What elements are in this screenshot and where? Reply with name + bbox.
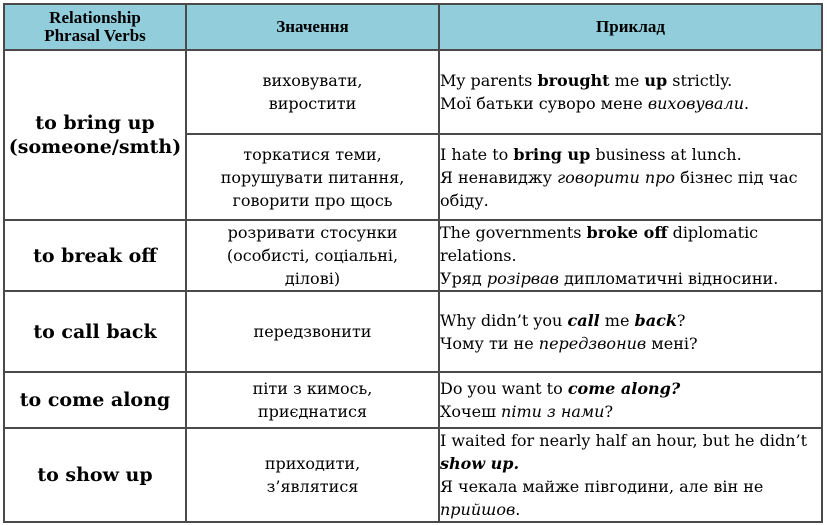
meaning-cell xyxy=(187,51,438,133)
example-english-cont: show up. xyxy=(440,454,520,473)
verb-come-along: to come along xyxy=(5,373,185,427)
example-cell xyxy=(440,51,821,133)
table-row xyxy=(5,292,821,371)
header-col1-line2: Phrasal Verbs xyxy=(44,26,146,45)
meaning-cell xyxy=(187,135,438,219)
example-ukrainian-cont: обіду. xyxy=(440,190,489,210)
example-ukrainian: Уряд розірвав дипломатичні відносини. xyxy=(440,269,779,288)
header-meaning: Значення xyxy=(187,5,438,49)
example-cell xyxy=(440,221,821,290)
table-row xyxy=(5,429,821,521)
verb-call-back: to call back xyxy=(5,292,185,371)
verb-bring-up: to bring up xyxy=(35,112,155,134)
example-english: The governments broke off diplomatic xyxy=(440,223,759,242)
verb-show-up: to show up xyxy=(5,429,185,521)
meaning-line: торкатися теми, xyxy=(243,144,382,164)
example-ukrainian: Я ненавиджу говорити про бізнес під час xyxy=(440,167,798,187)
meaning-line: піти з кимось, xyxy=(252,379,373,398)
example-ukrainian: Мої батьки суворо мене виховували. xyxy=(440,94,750,113)
example-english: Why didn’t you call me back? xyxy=(440,310,686,330)
example-cell xyxy=(440,429,821,521)
meaning-line: виховувати, xyxy=(262,71,363,90)
example-cell xyxy=(440,135,821,219)
meaning-cell xyxy=(187,373,438,427)
example-cell xyxy=(440,292,821,371)
verb-bring-up-object: (someone/smth) xyxy=(8,136,182,158)
table-row xyxy=(5,221,821,290)
table-row xyxy=(5,51,821,133)
example-ukrainian: Я чекала майже півгодини, але він не xyxy=(440,477,764,496)
meaning-line: приєднатися xyxy=(257,402,368,421)
example-english: I waited for nearly half an hour, but he didn’t xyxy=(440,431,808,450)
meaning-line: з’являтися xyxy=(266,477,359,496)
meaning-line: ділові) xyxy=(284,269,341,288)
table-row xyxy=(5,373,821,427)
phrasal-verbs-table xyxy=(3,3,823,523)
meaning-line: виростити xyxy=(268,94,357,113)
example-ukrainian-cont: прийшов. xyxy=(440,500,521,519)
verb-break-off: to break off xyxy=(5,221,185,290)
example-english-cont: relations. xyxy=(440,246,517,265)
example-cell xyxy=(440,373,821,427)
example-ukrainian: Чому ти не передзвонив мені? xyxy=(440,333,698,353)
header-col1-line1: Relationship xyxy=(49,8,141,27)
header-phrasal-verbs xyxy=(5,5,185,49)
example-english: Do you want to come along? xyxy=(440,379,681,398)
example-english: My parents brought me up strictly. xyxy=(440,71,733,90)
example-english: I hate to bring up business at lunch. xyxy=(440,144,742,164)
meaning-line: приходити, xyxy=(264,454,361,473)
meaning-line: порушувати питання, xyxy=(220,167,405,187)
meaning-line: (особисті, соціальні, xyxy=(226,246,399,265)
verb-cell-bring-up xyxy=(5,51,185,219)
header-row xyxy=(5,5,821,49)
meaning-cell xyxy=(187,221,438,290)
example-ukrainian: Хочеш піти з нами? xyxy=(440,402,614,421)
meaning-cell: передзвонити xyxy=(187,292,438,371)
meaning-line: говорити про щось xyxy=(232,190,393,210)
meaning-line: розривати стосунки xyxy=(227,223,398,242)
header-example: Приклад xyxy=(440,5,821,49)
meaning-cell xyxy=(187,429,438,521)
